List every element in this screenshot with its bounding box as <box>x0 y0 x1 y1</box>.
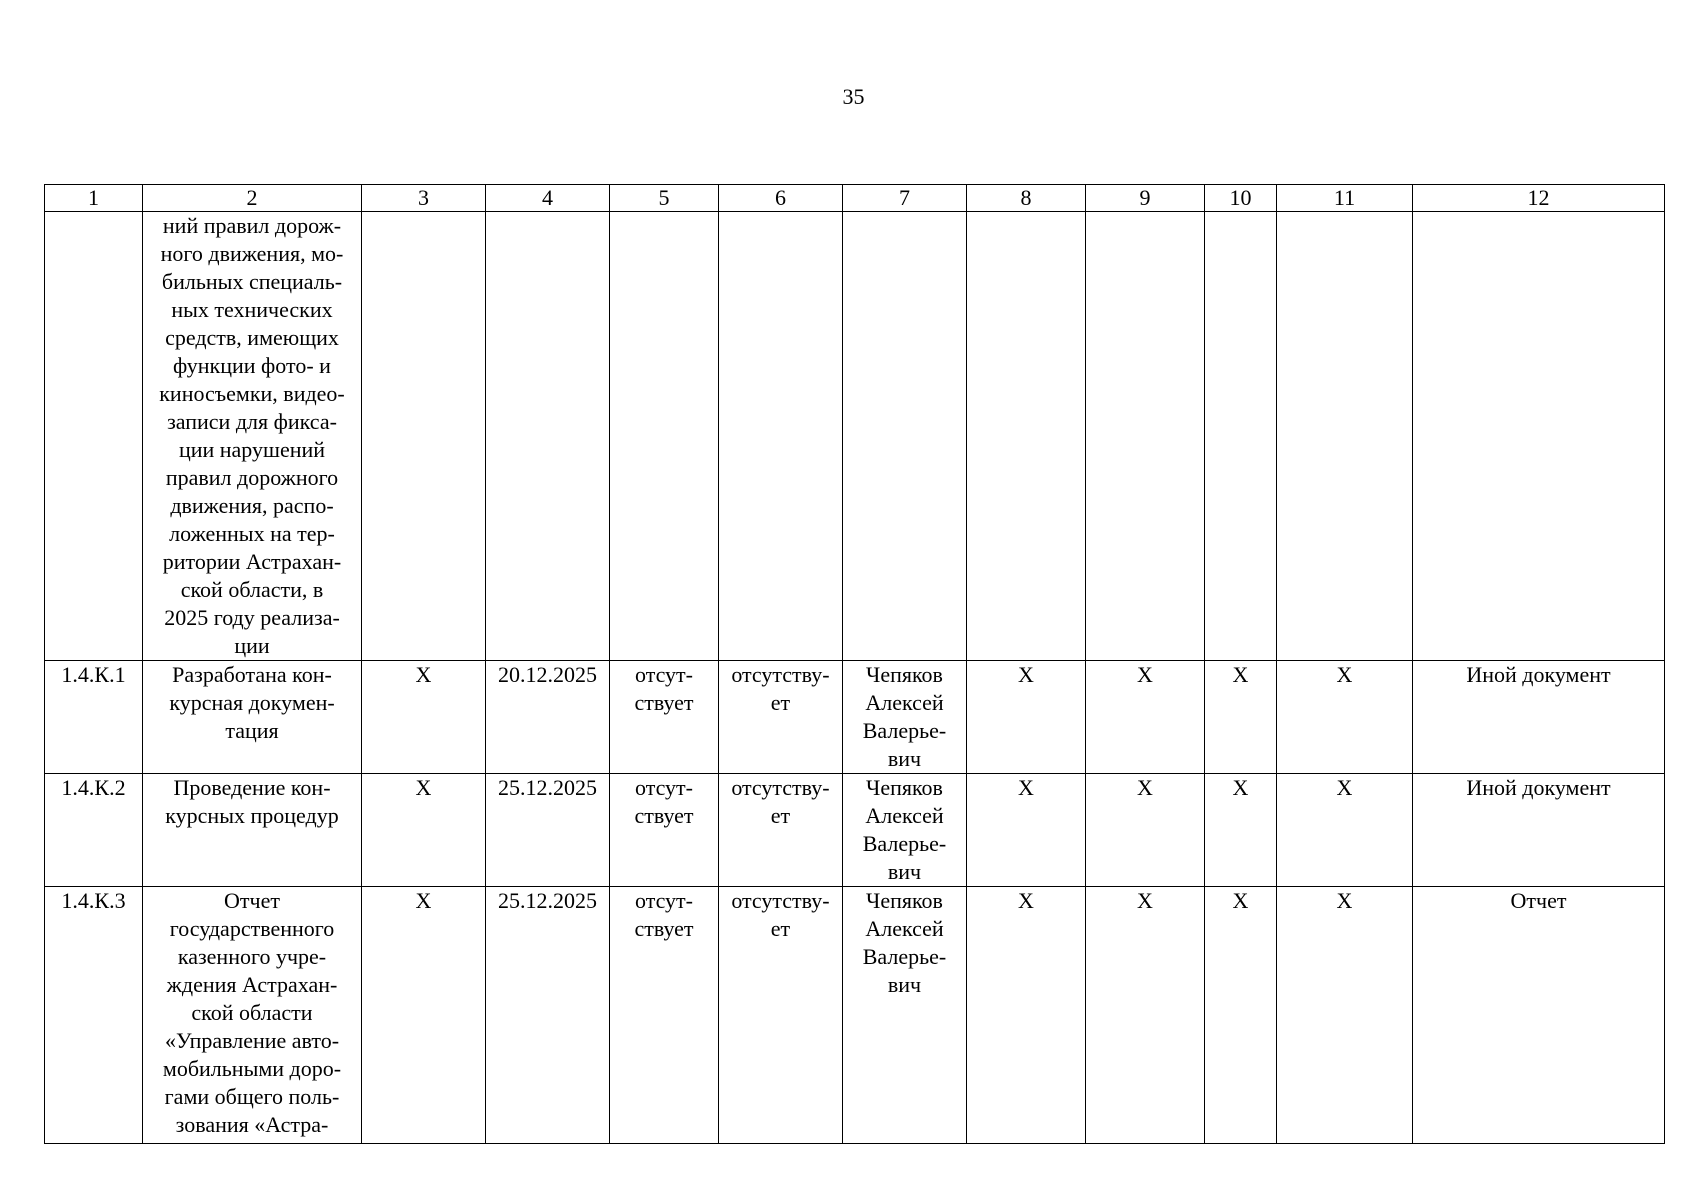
table-cell <box>1277 212 1413 661</box>
table-cell <box>843 212 967 661</box>
cell-col10: X <box>1205 661 1277 774</box>
row-date: 25.12.2025 <box>486 887 610 1144</box>
row-responsible: Чепяков Алексей Валерье- вич <box>843 661 967 774</box>
row-name: Проведение кон- курсных процедур <box>143 774 362 887</box>
column-header: 2 <box>143 185 362 212</box>
row-responsible: Чепяков Алексей Валерье- вич <box>843 774 967 887</box>
cell-col9: X <box>1086 774 1205 887</box>
row-document: Отчет <box>1413 887 1665 1144</box>
cell-col11: X <box>1277 887 1413 1144</box>
row-document: Иной документ <box>1413 774 1665 887</box>
table-cell <box>967 212 1086 661</box>
column-header: 9 <box>1086 185 1205 212</box>
table-row <box>45 661 1665 774</box>
plan-table <box>44 184 1665 1144</box>
column-header: 11 <box>1277 185 1413 212</box>
cell-col5: отсут- ствует <box>610 774 719 887</box>
row-responsible: Чепяков Алексей Валерье- вич <box>843 887 967 1144</box>
row-date: 25.12.2025 <box>486 774 610 887</box>
cell-col3: X <box>362 661 486 774</box>
table-row <box>45 774 1665 887</box>
cell-col8: X <box>967 774 1086 887</box>
row-date: 20.12.2025 <box>486 661 610 774</box>
cell-col9: X <box>1086 887 1205 1144</box>
cell-col11: X <box>1277 661 1413 774</box>
column-header: 7 <box>843 185 967 212</box>
column-header: 10 <box>1205 185 1277 212</box>
cell-col8: X <box>967 661 1086 774</box>
continuation-row <box>45 212 1665 661</box>
continuation-text: ний правил дорож- ного движения, мо- бильных специаль- ных технических средств, имеющих функции фото- и киносъемки, видео- записи для фикса- ции нарушений правил дорожного движения, распо- ложенных на тер- ритории Астрахан- ской области, в 2025 году реализа- ции <box>143 212 362 661</box>
column-header: 3 <box>362 185 486 212</box>
row-name: Отчет государственного казенного учре- ждения Астрахан- ской области «Управление авто- мобильными доро- гами общего поль- зования «Астра- <box>143 887 362 1144</box>
row-code: 1.4.К.1 <box>45 661 143 774</box>
row-code: 1.4.К.2 <box>45 774 143 887</box>
column-header: 8 <box>967 185 1086 212</box>
header-row <box>45 185 1665 212</box>
cell-col5: отсут- ствует <box>610 661 719 774</box>
row-document: Иной документ <box>1413 661 1665 774</box>
column-header: 6 <box>719 185 843 212</box>
cell-col9: X <box>1086 661 1205 774</box>
cell-col10: X <box>1205 774 1277 887</box>
table-cell <box>1205 212 1277 661</box>
cell-col10: X <box>1205 887 1277 1144</box>
table-cell <box>362 212 486 661</box>
column-header: 4 <box>486 185 610 212</box>
cell-col11: X <box>1277 774 1413 887</box>
page-number: 35 <box>842 84 865 109</box>
row-name: Разработана кон- курсная докумен- тация <box>143 661 362 774</box>
table-cell <box>719 212 843 661</box>
cell-col6: отсутству- ет <box>719 661 843 774</box>
cell-col8: X <box>967 887 1086 1144</box>
cell-col6: отсутству- ет <box>719 774 843 887</box>
column-header: 1 <box>45 185 143 212</box>
table-cell <box>610 212 719 661</box>
table-row <box>45 887 1665 1144</box>
row-code: 1.4.К.3 <box>45 887 143 1144</box>
cell-col3: X <box>362 774 486 887</box>
table-cell <box>1413 212 1665 661</box>
table-cell <box>486 212 610 661</box>
cell-col5: отсут- ствует <box>610 887 719 1144</box>
table-cell <box>1086 212 1205 661</box>
column-header: 12 <box>1413 185 1665 212</box>
cell-col3: X <box>362 887 486 1144</box>
column-header: 5 <box>610 185 719 212</box>
cell-col6: отсутству- ет <box>719 887 843 1144</box>
table-cell <box>45 212 143 661</box>
